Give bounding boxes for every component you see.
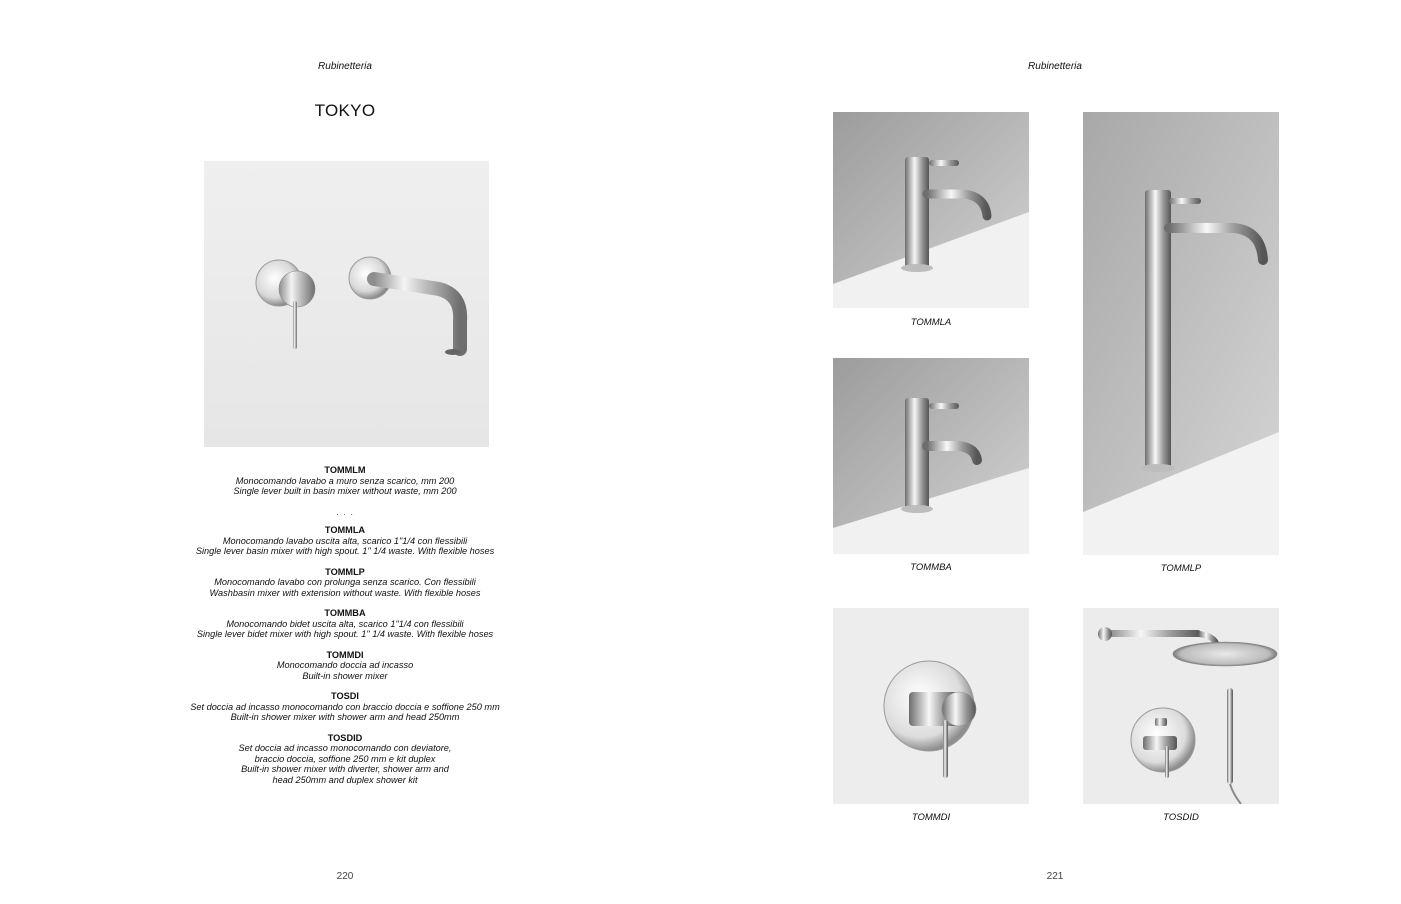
entry-code: TOMMDI [326,649,364,660]
page-number-right: 221 [1046,871,1064,882]
entry-line: Monocomando lavabo con prolunga senza scarico. Con flessibili [214,577,476,587]
wall-mounted-basin-mixer-photo [204,161,489,447]
bidet-mixer-photo [833,358,1029,554]
entry-line: Built-in shower mixer [302,670,388,681]
entry-tommla [180,525,510,557]
caption-tommlp: TOMMLP [1160,563,1202,574]
entry-code: TOMMLM [324,465,366,475]
entry-tommba [180,608,510,640]
entry-tommlm [180,465,510,497]
tall-basin-mixer-photo [1083,112,1279,555]
entry-line: Monocomando lavabo a muro senza scarico, mm 200 [235,475,455,486]
right-page [700,0,1401,904]
shower-mixer-photo [833,608,1029,804]
separator-dots: . . . [336,506,354,517]
entry-line: Set doccia ad incasso monocomando con braccio doccia e soffione 250 mm [190,701,500,712]
entry-line: braccio doccia, soffione 250 mm e kit duplex [254,753,436,764]
caption-tosdid: TOSDID [1163,812,1199,823]
left-page [0,0,700,904]
entry-line: Washbasin mixer with extension without waste. With flexible hoses [209,587,481,598]
entry-line: Monocomando bidet uscita alta, scarico 1"1/4 con flessibili [226,618,464,629]
entry-line: head 250mm and duplex shower kit [272,774,418,785]
entry-line: Single lever bidet mixer with high spout. 1" 1/4 waste. With flexible hoses [196,629,494,639]
entry-tosdid [180,733,510,786]
collection-title: TOKYO [314,101,376,120]
basin-mixer-photo [833,112,1029,308]
entry-line: Single lever built in basin mixer without waste, mm 200 [233,486,457,496]
running-head-left: Rubinetteria [318,61,372,72]
entry-tommdi [180,650,510,682]
caption-tommla: TOMMLA [910,317,952,328]
caption-tommba: TOMMBA [910,562,952,573]
entry-code: TOMMLP [325,566,365,577]
shower-set-photo [1083,608,1279,804]
entry-code: TOMMLA [324,525,366,535]
page-number-left: 220 [336,871,354,882]
entry-line: Monocomando doccia ad incasso [276,660,414,670]
entry-code: TOMMBA [324,608,366,618]
entry-tommlp [180,567,510,599]
running-head-right: Rubinetteria [1028,61,1082,72]
entry-code: TOSDI [331,691,359,701]
entry-line: Built-in shower mixer with shower arm and head 250mm [230,712,460,722]
entry-line: Set doccia ad incasso monocomando con deviatore, [238,743,452,753]
entry-line: Built-in shower mixer with diverter, shower arm and [241,764,449,774]
entry-code: TOSDID [327,732,363,743]
entry-line: Monocomando lavabo uscita alta, scarico 1"1/4 con flessibili [222,535,468,546]
entry-tosdi [180,691,510,723]
caption-tommdi: TOMMDI [911,812,951,823]
entry-line: Single lever basin mixer with high spout. 1" 1/4 waste. With flexible hoses [195,546,495,556]
product-descriptions [180,465,510,795]
